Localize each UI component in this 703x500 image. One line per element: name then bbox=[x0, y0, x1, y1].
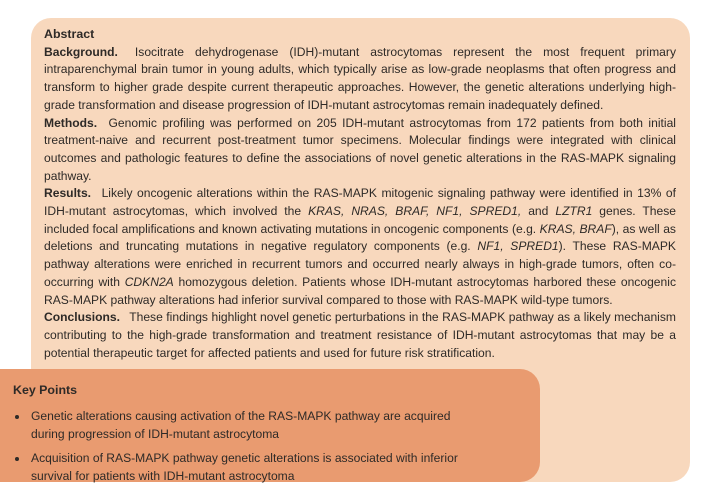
abstract-paragraph bbox=[44, 309, 676, 362]
section-label: Results. bbox=[44, 186, 92, 201]
abstract-sections bbox=[44, 44, 676, 363]
keypoints-list bbox=[13, 407, 485, 485]
keypoints-title: Key Points bbox=[13, 383, 78, 397]
section-body-text: genes. These included focal amplifications and known activating mutations in oncogenic components (e.g. bbox=[44, 204, 676, 236]
section-label: Background. bbox=[44, 44, 118, 59]
gene-symbol-text: KRAS, NRAS, BRAF, NF1, SPRED1, bbox=[308, 204, 522, 219]
section-label: Methods. bbox=[44, 115, 98, 130]
section-body-text: Likely oncogenic alterations within the RAS-MAPK mitogenic signaling pathway were identified in 13% of IDH-mutant astrocytomas, which involved the bbox=[44, 186, 676, 219]
section-body-text: Isocitrate dehydrogenase (IDH)-mutant astrocytomas represent the most frequent primary intraparenchymal brain tumor in young adults, which typically arise as low-grade neoplasms that often progress and transform to higher grade despite current therapeutic approaches. However, the genetic alterations underlying high-grade transformation and disease progression of IDH-mutant astrocytomas remain inadequately defined. bbox=[44, 44, 676, 112]
keypoint-item: • Genetic alterations causing activation of the RAS-MAPK pathway are acquired during progression of IDH-mutant astrocytoma bbox=[29, 407, 485, 443]
abstract-title: Abstract bbox=[44, 27, 95, 41]
section-body-text: homozygous deletion. Patients whose IDH-mutant astrocytomas harbored these oncogenic RAS-MAPK pathway alterations had inferior survival compared to those with RAS-MAPK wild-type tumors. bbox=[44, 274, 676, 307]
abstract-paragraph bbox=[44, 44, 676, 115]
section-body-text: and bbox=[521, 204, 556, 219]
keypoint-item: • Acquisition of RAS-MAPK pathway genetic alterations is associated with inferior survival for patients with IDH-mutant astrocytoma bbox=[29, 449, 485, 485]
gene-symbol-text: LZTR1 bbox=[555, 204, 593, 219]
gene-symbol-text: KRAS, BRAF bbox=[539, 221, 612, 236]
abstract-paragraph bbox=[44, 185, 676, 309]
abstract-paragraph bbox=[44, 115, 676, 186]
gene-symbol-text: CDKN2A bbox=[124, 274, 174, 289]
keypoints-panel bbox=[0, 369, 540, 482]
gene-symbol-text: NF1, SPRED1 bbox=[477, 239, 559, 254]
section-label: Conclusions. bbox=[44, 310, 120, 325]
section-body-text: ), as well as deletions and truncating mutations in negative regulatory components (e.g. bbox=[44, 221, 676, 254]
section-body-text: ). These RAS-MAPK pathway alterations were enriched in recurrent tumors and occurred nearly always in high-grade tumors, often co-occurring with bbox=[44, 239, 676, 289]
section-body-text: Genomic profiling was performed on 205 IDH-mutant astrocytomas from 172 patients from both initial treatment-naive and recurrent post-treatment tumor specimens. Molecular findings were integrated with clinical outcomes and pathologic features to define the associations of novel genetic alterations in the RAS-MAPK signaling pathway. bbox=[44, 115, 676, 183]
section-body-text: These findings highlight novel genetic perturbations in the RAS-MAPK pathway as a likely mechanism contributing to the high-grade transformation and treatment resistance of IDH-mutant astrocytomas that may be a potential therapeutic target for affected patients and used for future risk stratification. bbox=[44, 310, 676, 360]
